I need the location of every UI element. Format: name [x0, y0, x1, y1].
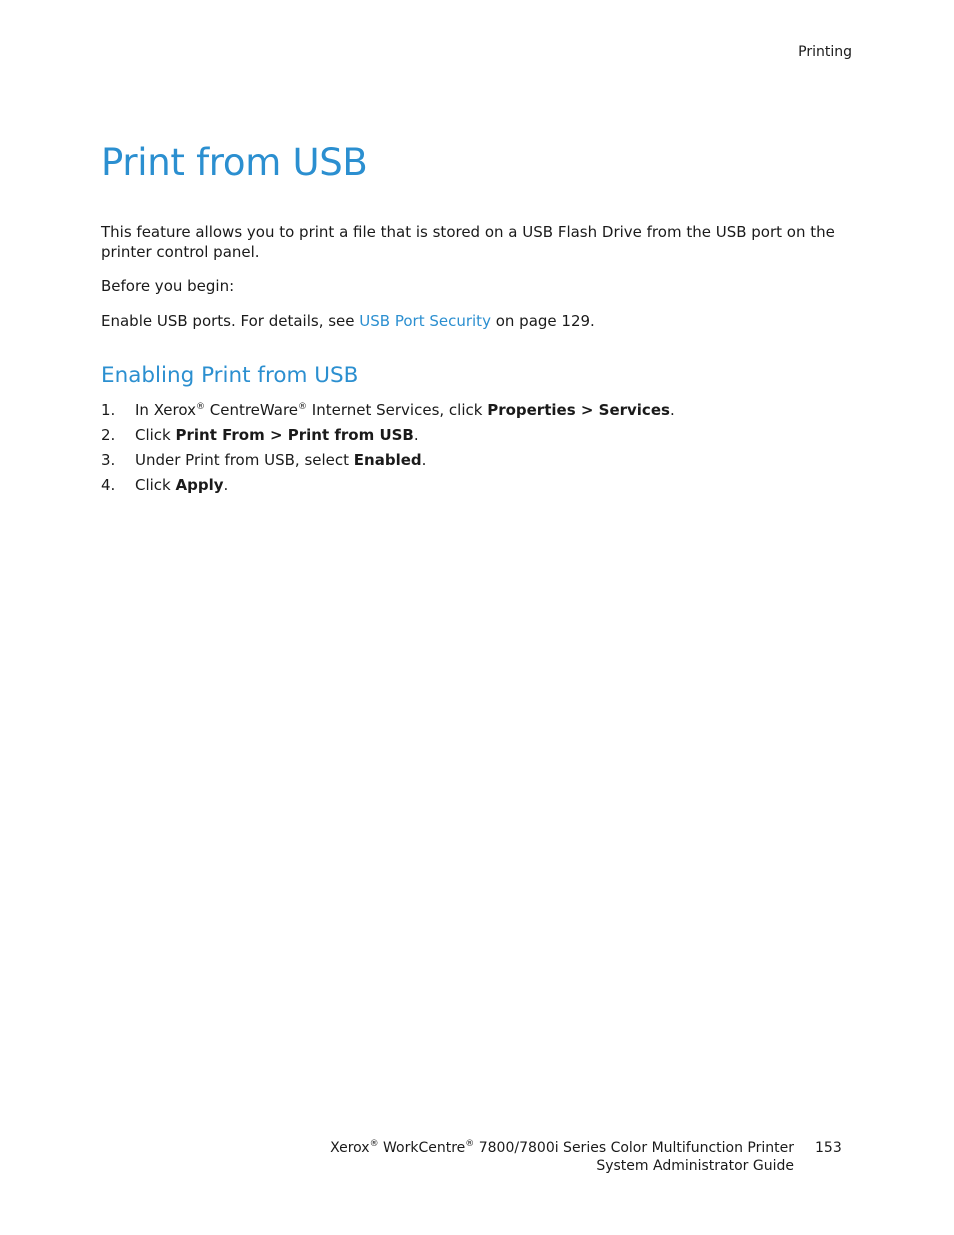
step-end: . — [223, 476, 229, 494]
page-number: 153 — [815, 1140, 842, 1156]
step-text: Under Print from USB, select — [135, 451, 354, 469]
step-bold: Print From — [175, 426, 265, 444]
step-end: . — [421, 451, 427, 469]
enable-prefix: Enable USB ports. For details, see — [101, 312, 360, 330]
intro-paragraph: This feature allows you to print a file that is stored on a USB Flash Drive from the USB port on the printer control panel. — [101, 223, 835, 261]
footer-model: 7800/7800i Series Color Multifunction Printer — [474, 1140, 794, 1156]
footer-product: WorkCentre — [378, 1140, 466, 1156]
step-number: 2. — [101, 426, 116, 444]
list-item — [101, 450, 675, 475]
before-you-begin: Before you begin: — [101, 277, 235, 295]
registered-mark: ® — [298, 402, 308, 412]
registered-mark: ® — [369, 1139, 379, 1149]
registered-mark: ® — [195, 402, 205, 412]
step-number: 4. — [101, 476, 116, 494]
step-end: . — [413, 426, 419, 444]
footer-guide: System Administrator Guide — [596, 1158, 794, 1174]
step-end: . — [669, 401, 675, 419]
footer-brand: Xerox — [330, 1140, 370, 1156]
step-text: CentreWare — [204, 401, 299, 419]
footer-product-line — [330, 1139, 794, 1157]
registered-mark: ® — [465, 1139, 475, 1149]
enable-usb-paragraph — [101, 311, 861, 331]
step-number: 1. — [101, 401, 116, 419]
step-bold: Enabled — [353, 451, 422, 469]
steps-list — [101, 400, 675, 500]
step-separator: > — [264, 426, 288, 444]
list-item — [101, 475, 675, 500]
page-title: Print from USB — [101, 141, 368, 184]
list-item — [101, 425, 675, 450]
step-number: 3. — [101, 451, 116, 469]
footer-title — [330, 1139, 794, 1175]
enable-suffix: on page 129. — [490, 312, 595, 330]
step-text: In Xerox — [135, 401, 196, 419]
step-bold: Services — [598, 401, 670, 419]
step-separator: > — [575, 401, 599, 419]
step-bold: Apply — [175, 476, 224, 494]
running-header: Printing — [798, 44, 852, 60]
step-text: Click — [135, 476, 176, 494]
list-item — [101, 400, 675, 425]
usb-port-security-link[interactable]: USB Port Security — [359, 312, 491, 330]
step-bold: Properties — [487, 401, 576, 419]
step-bold: Print from USB — [287, 426, 414, 444]
section-title: Enabling Print from USB — [101, 363, 359, 388]
step-text: Internet Services, click — [307, 401, 488, 419]
step-text: Click — [135, 426, 176, 444]
